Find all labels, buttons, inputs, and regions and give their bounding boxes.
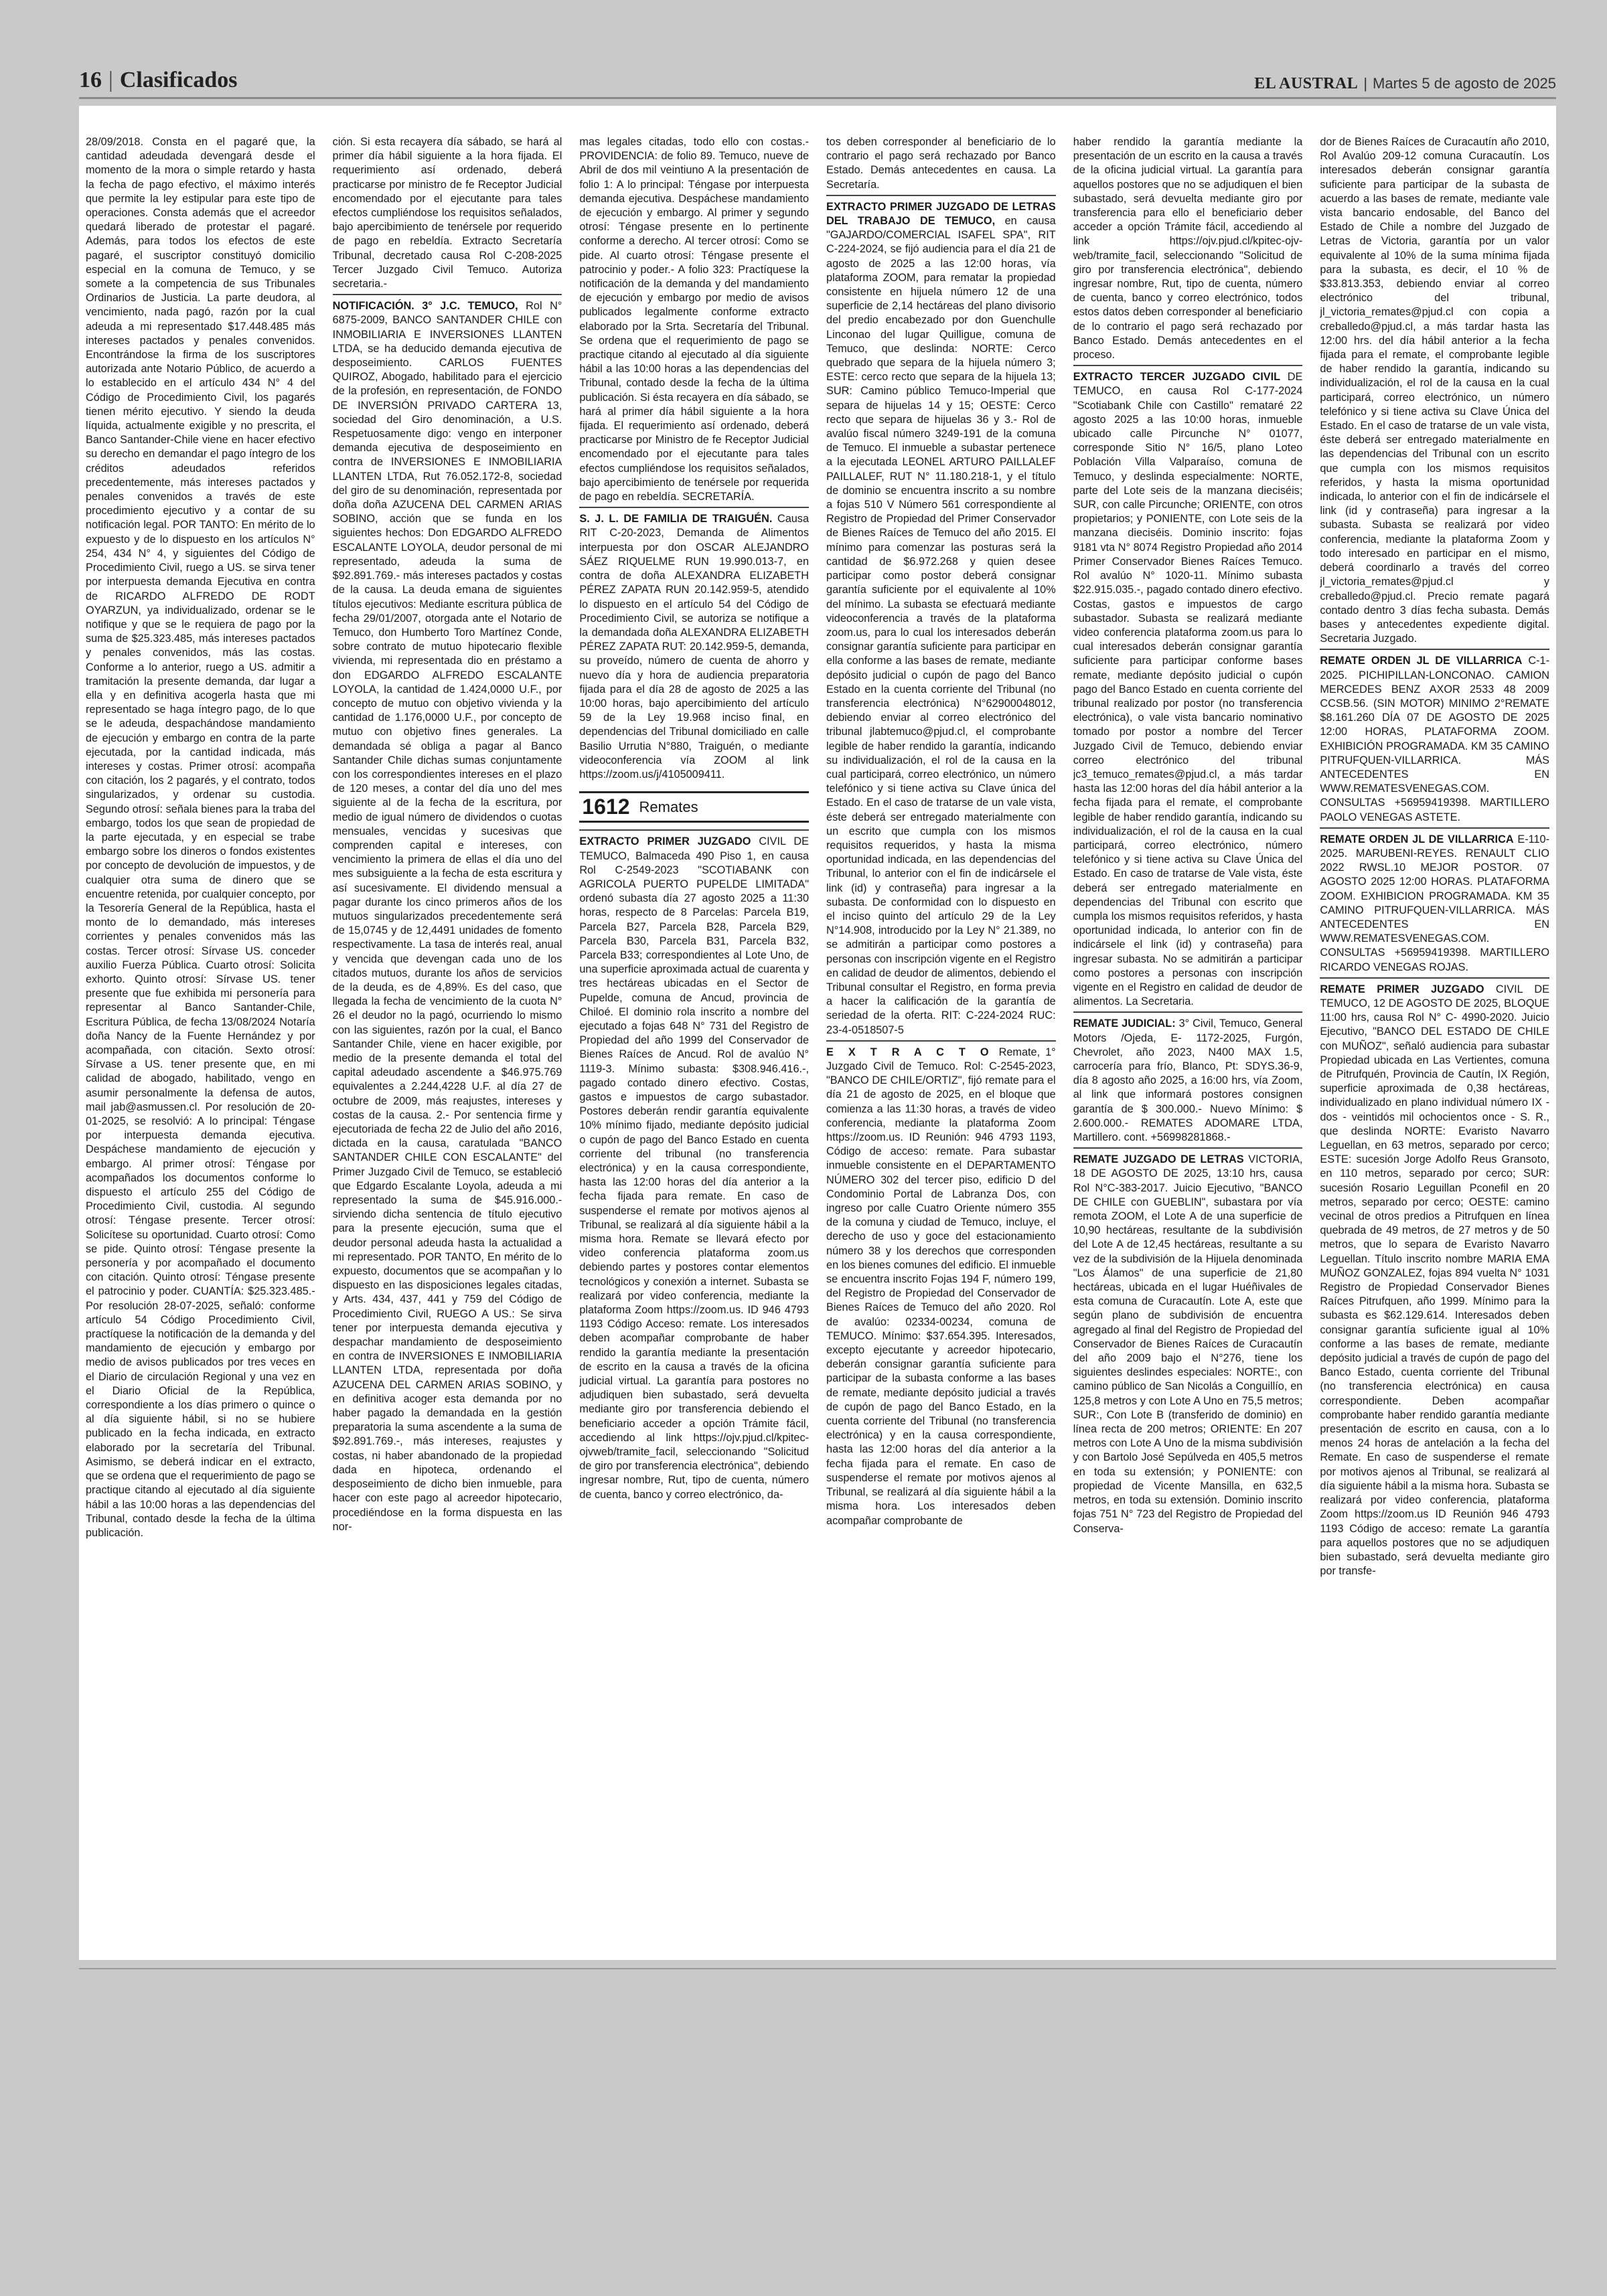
classified-ad — [1320, 827, 1549, 975]
column-5 — [1073, 135, 1303, 1929]
ad-body: C-1-2025. PICHIPILLAN-LONCONAO. CAMION MERCEDES BENZ AXOR 2533 48 2009 CCSB.56. (SIN MOTOR) MINIMO 2°REMATE $8.161.260 DÍA 07 DE AGOSTO DE 2025 12:00 HORAS, PLATAFORMA ZOOM. EXHIBICIÓN PROGRAMADA. KM 35 CAMINO PITRUFQUEN-VILLARRICA. MÁS ANTECEDENTES EN WWW.REMATESVENEGAS.COM. CONSULTAS +56959419398. MARTILLERO PAOLO VENEGAS ASTETE. — [1320, 655, 1550, 823]
ad-heading: REMATE ORDEN JL DE VILLARRICA — [1320, 655, 1523, 667]
ad-body: E-110-2025. MARUBENI-REYES. RENAULT CLIO 2022 RWSL.10 MEJOR POSTOR. 07 AGOSTO 2025 12:00 HORAS. PLATAFORMA ZOOM. EXHIBICION PROGRAMADA. KM 35 CAMINO PITRUFQUEN-VILLARRICA. MÁS ANTECEDENTES EN WWW.REMATESVENEGAS.COM. CONSULTAS +56959419398. MARTILLERO RICARDO VENEGAS ROJAS. — [1320, 833, 1550, 973]
bottom-rule — [79, 1968, 1556, 1969]
ad-heading: E X T R A C T O — [826, 1046, 994, 1058]
ad-body: haber rendido la garantía mediante la presentación de un escrito en la causa a través de la oficina judicial virtual. La garantía para aquellos postores que no se adjudiquen el bien subastado, será devuelta mediante giro por transferencia para ello el beneficiario deber acceder a opción Trámite fácil, accediendo al link https://ojv.pjud.cl/kpitec-ojv-web/tramite_facil, seleccionando "Solicitud de giro por transferencia electrónica", debiendo ingresar nombre, Rut, tipo de cuenta, número de cuenta, banco y correo electrónico, todos estos datos deben corresponder al beneficiario de lo contrario el pago será rechazado por Banco Estado. Demás antecedentes en el proceso. — [1073, 136, 1303, 361]
ad-heading: REMATE ORDEN JL DE VILLARRICA — [1320, 833, 1514, 845]
classifieds-page — [79, 106, 1556, 1960]
columns-container — [86, 135, 1549, 1929]
ad-heading: EXTRACTO TERCER JUZGADO CIVIL — [1073, 371, 1281, 384]
ad-body: dor de Bienes Raíces de Curacautín año 2010, Rol Avalúo 209-12 comuna Curacautín. Los interesados deberán consignar garantía suficiente para participar de la subasta de acuerdo a las bases de remate, mediante vale vista bancario endosable, del Banco del Estado de Chile a nombre del Juzgado de Letras de Victoria, garantía por un valor equivalente al 10% de la suma mínima fijada para la subasta, es decir, el 10 % de $33.813.353, debiendo enviar al correo electrónico del tribunal, jl_victoria_remates@pjud.cl con copia a creballedo@pjud.cl, a más tardar hasta las 12:00 hrs. del día hábil anterior a la fecha fijada para el remate, el comprobante legible de haber rendido la garantía, indicando su individualización, el rol de la causa en la cual participará, correo electrónico, un número telefónico y si tiene activa su Clave Única del Estado. En el caso de tratarse de un vale vista, éste deberá ser entregado materialmente en las dependencias del Tribunal con un escrito que cumpla con los mismos requisitos referidos, y hasta la misma oportunidad indicada, lo anterior con el fin de indicársele el link (id y contraseña) para ingresar a la subasta. Subasta se realizará por video conferencia, mediante la plataforma Zoom y todo interesado en participar en el mismo, deberá coordinarlo a través del correo jl_victoria_remates@pjud.cl y creballedo@pjud.cl. Precio remate pagará contado dentro 3 días fecha subasta. Demás bases y antecedentes expediente digital. Secretaria Juzgado. — [1320, 136, 1550, 645]
ad-body: CIVIL DE TEMUCO, Balmaceda 490 Piso 1, en causa Rol C-2549-2023 "SCOTIABANK con AGRICOLA PUERTO PUPELDE LIMITADA" ordenó subasta día 27 agosto 2025 a 11:30 horas, respecto de 8 Parcelas: Parcela B19, Parcela B27, Parcela B28, Parcela B29, Parcela B30, Parcela B31, Parcela B32, Parcela B33; correspondientes al Lote Uno, de una superficie aproximada actual de cuarenta y tres hectáreas ubicadas en el Sector de Pupelde, comuna de Ancud, provincia de Chiloé. El dominio rola inscrito a nombre del ejecutado a fojas 648 N° 731 del Registro de Propiedad del año 1999 del Conservador de Bienes Raíces de Ancud. Rol de avalúo N° 1119-3. Mínimo subasta: $308.946.416.-, pagado contado dinero efectivo. Costas, gastos e impuestos de cargo subastador. Postores deberán rendir garantía equivalente 10% mínimo fijado, mediante depósito judicial o cupón de pago del Banco Estado en cuenta corriente del tribunal (no transferencia electrónica) y en la causa correspondiente, hasta las 12:00 horas del día anterior a la fecha fijada para remate. En caso de suspenderse el remate por motivos ajenos al Tribunal, se realizará al día siguiente hábil a la misma hora. Remate se llevará efecto por video conferencia plataforma zoom.us debiendo partes y postores contar elementos tecnológicos y conexión a internet. Subasta se realizará por video conferencia, mediante la plataforma Zoom https://zoom.us. ID 946 4793 1193 Código Acceso: remate. Los interesados deben acompañar comprobante de haber rendido la garantía mediante la presentación de escrito en la causa a través de la oficina judicial virtual. La garantía para postores no adjudiquen bien subastado, será devuelta mediante giro por transferencia debiendo el beneficiario acceder a opción Trámite fácil, accediendo al link https://ojv.pjud.cl/kpitec-ojvweb/tramite_facil, seleccionando "Solicitud de giro por transferencia electrónica", debiendo ingresar nombre, Rut, tipo de cuenta, número de cuenta, banco y correo electrónico, da- — [579, 835, 810, 1501]
classified-ad — [1073, 135, 1303, 362]
ad-heading: EXTRACTO PRIMER JUZGADO DE LETRAS DEL TRABAJO DE TEMUCO, — [826, 200, 1056, 228]
ad-body: Remate, 1° Juzgado Civil de Temuco. Rol: C-2545-2023, "BANCO DE CHILE/ORTIZ", fijó remate para el día 21 de agosto de 2025, en el bloque que comienza a las 11:30 horas, a través de video conferencia, mediante la plataforma Zoom https://zoom.us. ID Reunión: 946 4793 1193, Código de acceso: remate. Para subastar inmueble consistente en el DEPARTAMENTO NÚMERO 302 del tercer piso, edificio D del Condominio Portal de Labranza Dos, con ingreso por calle Cuatro Oriente número 355 de la comuna y ciudad de Temuco, incluye, el derecho de uso y goce del estacionamiento número 38 y los derechos que corresponden en los bienes comunes del edificio. El inmueble se encuentra inscrito Fojas 194 F, número 199, del Registro de Propiedad del Conservador de Bienes Raíces de Temuco del año 2020. Rol de avalúo: 02334-00234, comuna de TEMUCO. Mínimo: $37.654.395. Interesados, excepto ejecutante y acreedor hipotecario, deberán consignar garantía suficiente para participar de la subasta conforme a las bases de remate, mediante depósito judicial a través de cupón de pago del Banco Estado, en la cuenta corriente del Tribunal (no transferencia electrónica) y en la causa correspondiente, hasta las 12:00 horas del día anterior a la fecha fijada para el remate. En caso de suspenderse el remate por motivos ajenos al Tribunal, se realizará al día siguiente hábil a la misma hora. Los interesados deben acompañar comprobante de — [826, 1046, 1056, 1527]
ad-body: CIVIL DE TEMUCO, 12 DE AGOSTO DE 2025, BLOQUE 11:00 hrs, causa Rol N° C- 4990-2020. Juicio Ejecutivo, "BANCO DEL ESTADO DE CHILE con MUÑOZ", señaló audiencia para subastar Propiedad ubicada en Las Vertientes, comuna de Pitrufquén, Provincia de Cautín, IX Región, superficie aproximada de 0,38 hectáreas, individualizado en plano individual número IX - dos - veintidós mil ochocientos once - S. R., que deslinda NORTE: Evaristo Navarro Leguellan, en 63 metros, separado por cerco; ESTE: sucesión Jorge Adolfo Reus Gransoto, en 110 metros, separado por cerco; SUR: sucesión Rosario Leguillan Pconefil en 20 metros, separado por cerco; OESTE: camino vecinal de otros predios a Pitrufquen en línea quebrada de 49 metros, de 27 metros y de 50 metros, que lo separa de Evaristo Navarro Leguellan. Título inscrito nombre MARIA EMA MUÑOZ GONZALEZ, fojas 894 vuelta N° 1031 Registro de Propiedad Conservador Bienes Raíces Pitrufquen, año 1999. Mínimo para la subasta es $62.129.614. Interesados deben consignar garantía suficiente igual al 10% conforme a las bases de remate, mediante depósito judicial a través de cupón de pago del Banco Estado, cuenta corriente del Tribunal (no transferencia electrónica) en causa correspondiente. Deben acompañar comprobante haber rendido garantía mediante presentación de escrito en causa, con a lo menos 24 horas de antelación a la fecha del Remate. En caso de suspenderse el remate por motivos ajenos al Tribunal, se realizará al día siguiente hábil a la misma hora. Subasta se realizará por video conferencia, plataforma Zoom https://zoom.us ID Reunión 946 4793 1193 Código de acceso: remate La garantía para aquellos postores que no se adjudiquen bien subastado, será devuelta mediante giro por transfe- — [1320, 983, 1550, 1578]
ad-heading: EXTRACTO PRIMER JUZGADO — [579, 835, 751, 848]
column-6 — [1320, 135, 1549, 1929]
rubric-number: 1612 — [582, 795, 630, 819]
classified-ad — [1073, 1011, 1303, 1145]
classified-ad — [1320, 649, 1549, 824]
classified-ad — [826, 195, 1056, 1038]
ad-body: 3° Civil, Temuco, General Motors /Ojeda, E- 1172-2025, Furgón, Chevrolet, año 2023, N400 MAX 1.5, carrocería para frío, Blanco, Pt: SDYS.36-9, día 8 agosto año 2025, a 16:00 hrs, vía Zoom, al link que informará postores consignen garantía de $ 300.000.- Nuevo Mínimo: $ 2.600.000.- REMATES ADOMARE LTDA, Martillero. cont. +56998281868.- — [1073, 1017, 1303, 1144]
ad-body: mas legales citadas, todo ello con costas.- PROVIDENCIA: de folio 89. Temuco, nueve de Abril de dos mil veintiuno A la presentación de folio 1: A lo principal: Téngase por interpuesta demanda ejecutiva. Despáchese mandamiento de ejecución y embargo. Al primer y segundo otrosí: Téngase presente en lo pertinente conforme a derecho. Al tercer otrosí: Como se pide. Al cuarto otrosí: Téngase presente el patrocinio y poder.- A folio 323: Practíquese la notificación de la demanda y del mandamiento de ejecución y embargo por medio de avisos publicados legalmente conforme extracto elaborado por la Srta. Secretaría del Tribunal. Se ordena que el requerimiento de pago se practique citando al ejecutado al día siguiente hábil a las 10:00 horas a las dependencias del Tribunal, contado desde la fecha de la última publicación. Si ésta recayera en día sábado, se hará al primer día hábil siguiente a la hora fijada. El requerimiento así ordenado, deberá practicarse por Ministro de fe Receptor Judicial encomendado por el ejecutante para tales efectos cumpliéndose los requisitos señalados, bajo apercibimiento de tenérsele por requerida de pago en rebeldía. SECRETARÍA. — [579, 136, 810, 503]
classified-ad — [579, 135, 809, 504]
column-3 — [579, 135, 809, 1929]
ad-body: Rol N° 6875-2009, BANCO SANTANDER CHILE con INMOBILIARIA E INVERSIONES LLANTEN LTDA, se ha deducido demanda ejecutiva de desposeimiento. CARLOS FUENTES QUIROZ, Abogado, habilitado para el ejercicio de la profesión, en representación, de FONDO DE INVERSIÓN PRIVADO CARTERA 13, sociedad del Giro denominación, a U.S. Respetuosamente digo: vengo en interponer demanda ejecutiva de desposeimiento en contra de INVERSIONES E INMOBILIARIA LLANTEN LTDA, Rut 76.052.172-8, sociedad del giro de su denominación, representada por doña doña AZUCENA DEL CARMEN ARIAS SOBINO, acción que se funda en los siguientes hechos: Don EDGARDO ALFREDO ESCALANTE LOYOLA, deudor personal de mi representado, adeuda la suma de $92.891.769.- más intereses pactados y costas de la causa. La deuda emana de siguientes títulos ejecutivos: Mediante escritura pública de fecha 29/01/2007, otorgada ante el Notario de Temuco, don Humberto Toro Martínez Conde, sobre contrato de mutuo hipotecario flexible vivienda, mi representada dio en préstamo a don EDGARDO ALFREDO ESCALANTE LOYOLA, la cantidad de 1.424,0000 U.F., por concepto de mutuo con objetivo vivienda y la cantidad de 1.176,0000 U.F., por concepto de mutuo con objetivo fines generales. La demandada sé obliga a pagar al Banco Santander Chile dichas sumas conjuntamente con los correspondientes intereses en el plazo de 120 meses, a contar del día uno del mes siguiente al de la fecha de la escritura, por medio de igual número de dividendos o cuotas mensuales, vencidas y sucesivas que comprenden capital e intereses, con vencimiento la primera de ellas el día uno del mes subsiguiente a la fecha de esta escritura y así sucesivamente. El dividendo mensual a pagar durante los cinco primeros años de los mutuos singularizados precedentemente será de 15,0745 y de 12,4491 unidades de fomento respectivamente. La tasa de interés real, anual y vencida que devengan cada uno de los citados mutuos, durante los años de servicios de la deuda, es de 4,89%. Es del caso, que llegada la fecha de vencimiento de la cuota N° 26 el deudor no la pagó, ocurriendo lo mismo con las siguientes, razón por la cual, el Banco Santander Chile, viene en hacer exigible, por medio de la presente demanda el total del capital adeudado ascendente a $46.975.769 equivalentes a 2.244,4228 U.F. al día 27 de octubre de 2009, más reajustes, intereses y costas de la causa. 2.- Por sentencia firme y ejecutoriada de fecha 22 de Julio del año 2016, dictada en la causa, caratulada "BANCO SANTANDER CHILE CON ESCALANTE" del Primer Juzgado Civil de Temuco, se estableció que Edgardo Escalante Loyola, adeuda a mi representado la suma de $45.916.000.- sirviendo dicha sentencia de título ejecutivo para la presente ejecución, suma que el deudor personal adeuda hasta la actualidad a mi representado. POR TANTO, En mérito de lo expuesto, documentos que se acompañan y lo dispuesto en las disposiciones legales citadas, y Arts. 434, 437, 441 y 759 del Código de Procedimiento Civil, RUEGO A US.: Se sirva tener por interpuesta demanda ejecutiva y despachar mandamiento de desposeimiento en contra de INVERSIONES E INMOBILIARIA LLANTEN LTDA, representada por doña AZUCENA DEL CARMEN ARIAS SOBINO, y en definitiva acoger esta demanda por no haber pagado la demandada en la gestión preparatoria la suma ascendente a la suma de $92.891.769.-, más intereses, reajustes y costas, ni haber abandonado de la propiedad dada en hipoteca, ordenando el desposeimiento de dicho bien inmueble, para hacer con este pago al acreedor hipotecario, procediéndose en la forma dispuesta en las nor- — [332, 300, 562, 1533]
classified-ad — [579, 829, 809, 1502]
header-separator-2: | — [1363, 75, 1368, 92]
rubric-label: Remates — [639, 799, 698, 816]
classified-ad — [333, 294, 562, 1534]
classified-ad — [826, 1040, 1056, 1528]
column-4 — [826, 135, 1056, 1929]
issue-date: Martes 5 de agosto de 2025 — [1373, 75, 1556, 92]
ad-body: DE TEMUCO, en causa Rol C-177-2024 "Scotiabank Chile con Castillo" remataré 22 agosto 2025 a las 10:00 horas, inmueble ubicado calle Pircunche N° 01077, corresponde Sitio N° 16/5, plano Loteo Población Villa Valparaíso, comuna de Temuco, y deslinda especialmente: NORTE, parte del Lote seis de la manzana dieciséis; SUR, con calle Pircunche; ORIENTE, con otros propietarios; y PONIENTE, con Lote seis de la manzana dieciséis. Dominio inscrito: fojas 9181 vta N° 8074 Registro Propiedad año 2014 Primer Conservador Bienes Raíces Temuco. Rol avalúo N° 1020-11. Mínimo subasta $22.915.035.-, pagado contado dinero efectivo. Costas, gastos e impuestos de cargo subastador. Subasta se realizará mediante video conferencia plataforma zoom.us para lo cual interesados deberán consignar garantía suficiente para participar conforme bases remate, mediante depósito judicial o cupón pago del Banco Estado en cuenta corriente del tribunal realizado por postor (no transferencia electrónica), o vale vista bancario nominativo tomado por postor a nombre del Tercer Juzgado Civil de Temuco, debiendo enviar correo electrónico del tribunal jc3_temuco_remates@pjud.cl, a más tardar hasta las 12:00 horas del día hábil anterior a la fecha fijada para el remate, el comprobante legible de haber rendido garantía, indicando su individualización, el rol de la causa en la cual participará, correo electrónico, número telefónico y si tiene activa su Clave Única del Estado. En caso de tratarse de Vale vista, éste deberá ser entregado materialmente en dependencias del Tribunal con escrito que cumpla los mismos requisitos referidos, y hasta oportunidad indicada, lo anterior con fin de indicársele el link (id) y contraseña) para ingresar subasta. No se admitirán a participar como postores a personas con inscripción vigente en el Registro en calidad de deudor de alimentos. La Secretaria. — [1073, 371, 1303, 1008]
classified-ad — [333, 135, 562, 291]
ad-heading: NOTIFICACIÓN. 3° J.C. TEMUCO, — [332, 300, 518, 313]
ad-body: en causa "GAJARDO/COMERCIAL ISAFEL SPA", RIT C-224-2024, se fijó audiencia para el día 21 de agosto de 2025 a las 12:00 horas, vía plataforma ZOOM, para rematar la propiedad consistente en hijuela número 12 de una superficie de 2,14 hectáreas del plano divisorio del predio encabezado por don Guenchulle Linconao del lugar Quilligue, comuna de Temuco, que deslinda: NORTE: Cerco quebrado que separa de la hijuela número 3; ESTE: cerco recto que separa de la hijuela 13; SUR: Camino público Temuco-Imperial que separa de hijuelas 14 y 15; OESTE: Cerco recto que separa de hijuelas 36 y 3.- Rol de avalúo fiscal número 3249-191 de la comuna de Temuco. El inmueble a subastar pertenece a la ejecutada LEONEL ARTURO PAILLALEF PAILLALEF, RUT N° 11.180.218-1, y el título de dominio se encuentra inscrito a su nombre a fojas 510 V Número 561 correspondiente al Registro de Propiedad del Primer Conservador de Bienes Raíces de Temuco del año 2015. El mínimo para comenzar las posturas será la cantidad de $6.972.268 y quien desee participar como postor deberá consignar garantía suficiente por el equivalente al 10% del mínimo. La subasta se efectuará mediante videoconferencia a través de la plataforma zoom.us, para lo cual los interesados deberán consignar garantía suficiente para participar en ella conforme a las bases de remate, mediante depósito judicial o cupón de pago del Banco Estado en la cuenta corriente del Tribunal (no transferencia electrónica) N°62900048012, debiendo enviar al correo electrónico del tribunal jlabtemuco@pjud.cl, el comprobante legible de haber rendido la garantía, indicando su individualización, el rol de la causa en la cual participará, correo electrónico, un número telefónico y si tiene activa su Clave única del Estado. En el caso de tratarse de un vale vista, éste deberá ser entregado materialmente con un escrito que cumpla con los mismos requisitos requeridos, y hasta la misma oportunidad indicada, en las dependencias del Tribunal, lo anterior con el fin de indicársele el link (id) y contraseña) para ingresar a la subasta. De conformidad con lo dispuesto en el inciso quinto del artículo 29 de la Ley N°14.908, introducido por la Ley N° 21.389, no se admitirán a participar como postores a personas con inscripción vigente en el Registro en calidad de deudor de alimentos, debiendo el Tribunal consultar el Registro, en forma previa a hacer la calificación de la garantía de seriedad de la oferta. RIT: C-224-2024 RUC: 23-4-0518507-5 — [826, 215, 1056, 1036]
page-header-right — [1254, 75, 1556, 93]
ad-heading: REMATE JUZGADO DE LETRAS — [1073, 1153, 1244, 1166]
classified-ad — [826, 135, 1056, 192]
newspaper-brand: EL AUSTRAL — [1254, 75, 1359, 92]
ad-heading: REMATE JUDICIAL: — [1073, 1017, 1176, 1030]
classified-ad — [579, 507, 809, 782]
ad-body: 28/09/2018. Consta en el pagaré que, la cantidad adeudada devengará desde el momento de la mora o simple retardo y hasta la fecha de pago efectivo, el máximo interés que permite la ley estipular para este tipo de operaciones. Consta además que el acreedor quedará liberado de protestar el pagaré. Además, para todos los efectos de este pagaré, el suscriptor constituyó domicilio especial en la comuna de Temuco, y se somete a la competencia de sus Tribunales Ordinarios de Justicia. La parte deudora, al vencimiento, nada pagó, razón por la cual adeuda a mi representado $17.448.485 más intereses pactados y penales convenidos. Encontrándose la firma de los suscriptores autorizada ante Notario Público, de acuerdo a lo establecido en el artículo 434 N° 4 del Código de Procedimiento Civil, los pagarés tienen mérito ejecutivo. Y siendo la deuda líquida, actualmente exigible y no prescrita, el Banco Santander-Chile viene en hacer efectivo su derecho en demandar el pago íntegro de los créditos adeudados referidos precedentemente, más intereses pactados y penales convenidos a través de este procedimiento ejecutivo y a contar de su notificación legal. POR TANTO: En mérito de lo expuesto y de lo dispuesto en los artículos N° 254, 434 N° 4, y siguientes del Código de Procedimiento Civil, ruego a US. se sirva tener por interpuesta demanda Ejecutiva en contra de RICARDO ALFREDO DE RODT OYARZUN, ya individualizado, ordenar se le notifique y que se le requiera de pago por la suma de $25.323.485, más intereses pactados y penales convenidos, más las costas. Conforme a lo anterior, ruego a US. admitir a tramitación la presente demanda, dar lugar a ella y en definitiva acogerla hasta que mi representado se haga íntegro pago, de lo que se le adeuda, despachándose mandamiento de ejecución y embargo en contra de la parte ejecutada, por la cantidad indicada, más intereses y costas. Primer otrosí: acompaña con citación, los 2 pagarés, y el contrato, todos singularizados, y ordenar su custodia. Segundo otrosí: señala bienes para la traba del embargo, todos los que sean de propiedad de la parte ejecutada, y en especial se trabe embargo sobre los dineros o fondos existentes por concepto de devolución de impuestos, y de cualquier otra suma de dinero que se encuentre retenida, por cualquier concepto, por la Tesorería General de la República, hasta el monto de lo demandado, más intereses corrientes y penales convenidos más las costas. Tercer otrosí: Sírvase US. conceder auxilio Fuerza Pública. Cuarto otrosí: Solicita exhorto. Quinto otrosí: Sírvase US. tener presente que fue exhibida mi personería para representar al Banco Santander-Chile, Escritura Pública, de fecha 13/08/2024 Notaría doña Nancy de la Fuente Hernández y por acompañada, con citación. Sexto otrosí: Sírvase a US. tener presente que, en mi calidad de abogado, habilitado, vengo en asumir personalmente la defensa de autos, mail jab@asmussen.cl. Por resolución de 20-01-2025, se resolvió: A lo principal: Téngase por interpuesta demanda ejecutiva. Despáchese mandamiento de ejecución y embargo. Al primer otrosí: Téngase por acompañados los documentos conforme lo dispuesto el artículo 255 del Código de Procedimiento Civil, custodia. Al segundo otrosí: Téngase presente. Tercer otrosí: Solicítese su oportunidad. Cuarto otrosí: Como se pide. Quinto otrosí: Téngase presente la personería y por acompañado el documento con citación. Quinto otrosí: Téngase presente el patrocinio y poder. CUANTÍA: $25.323.485.- Por resolución 28-07-2025, señaló: conforme artículo 54 Código Procedimiento Civil, practíquese la notificación de la demanda y del mandamiento de ejecución y embargo por medio de avisos publicados por tres veces en el Diario de circulación Regional y una vez en el Diario Oficial de la República, correspondiente a los días primero o quince o al día siguiente hábil, si no se hubiere publicado en la fecha indicada, en extracto elaborado por la secretaría del Tribunal. Asimismo, se deberá indicar en el extracto, que se ordena que el requerimiento de pago se practique citando al ejecutado al día siguiente hábil a las 10:00 horas a las dependencias del Tribunal, contado desde la fecha de la última publicación. — [86, 136, 315, 1539]
classified-ad — [1073, 1147, 1303, 1536]
column-1 — [86, 135, 315, 1929]
category-rubric — [579, 791, 809, 823]
column-2 — [333, 135, 562, 1929]
page-header — [79, 62, 1556, 99]
ad-body: tos deben corresponder al beneficiario de lo contrario el pago será rechazado por Banco Estado. Demás antecedentes en causa. La Secretaría. — [826, 136, 1056, 191]
classified-ad — [1073, 365, 1303, 1009]
ad-heading: REMATE PRIMER JUZGADO — [1320, 983, 1484, 995]
ad-body: ción. Si esta recayera día sábado, se hará al primer día hábil siguiente a la hora fijada. El requerimiento así ordenado, deberá practicarse por ministro de fe Receptor Judicial encomendado por el ejecutante para tales efectos cumpliéndose los requisitos señalados, bajo apercibimiento de tenérsele por requerido de pago en rebeldía. Extracto Secretaría Tribunal, decretado causa Rol C-208-2025 Tercer Juzgado Civil Temuco. Autoriza secretaria.- — [332, 136, 562, 291]
page-header-left — [79, 68, 238, 93]
classified-ad — [86, 135, 315, 1540]
ad-heading: S. J. L. DE FAMILIA DE TRAIGUÉN. — [579, 513, 773, 525]
header-separator: | — [108, 68, 113, 92]
ad-body: VICTORIA, 18 DE AGOSTO DE 2025, 13:10 hrs, causa Rol N°C-383-2017. Juicio Ejecutivo, "BANCO DE CHILE con GUEBLIN", subastara por vía remota ZOOM, el Lote A de una superficie de 10,90 hectáreas, resultante de la subdivisión del Lote A de 12,45 hectáreas, resultante a su vez de la subdivisión de la Hijuela denominada "Los Álamos" de una superficie de 21,80 hectáreas, ubicada en el lugar Huéñivales de esta comuna de Curacautín. Lote A, este que según plano de subdivisión de encuentra agregado al final del Registro de Propiedad del Conservador de Bienes Raíces de Curacautín del año 2009 bajo el N°276, tiene los siguientes deslindes especiales: NORTE:, con camino público de San Nicolás a Conguillío, en 125,8 metros y con Lote A Uno en 75,5 metros; SUR:, Con Lote B (transferido de dominio) en línea recta de 200 metros; ORIENTE: En 207 metros con Lote A Uno de la misma subdivisión y con Bartolo José Sepúlveda en 405,5 metros en toda su extensión; y PONIENTE: con propiedad de Vicente Mansilla, en 632,5 metros, en toda su extensión. Dominio inscrito fojas 751 N° 723 del Registro de Propiedad del Conserva- — [1073, 1153, 1303, 1535]
classified-ad — [1320, 977, 1549, 1579]
section-title: Clasificados — [119, 68, 238, 92]
ad-body: Causa RIT C-20-2023, Demanda de Alimentos interpuesta por don OSCAR ALEJANDRO SÁEZ RIQUELME RUN 19.990.013-7, en contra de doña ALEXANDRA ELIZABETH PÉREZ ZAPATA RUN 20.142.959-5, atendido lo dispuesto en el artículo 54 del Código de Procedimiento Civil, se autoriza se notifique a la demandada doña ALEXANDRA ELIZABETH PÉREZ ZAPATA RUT: 20.142.959-5, demanda, su proveído, número de cuenta de ahorro y nuevo día y hora de audiencia preparatoria fijada para el día 28 de agosto de 2025 a las 10:00 horas, bajo apercibimiento del artículo 59 de la Ley 19.968 inciso final, en dependencias del Tribunal domiciliado en calle Basilio Urrutia N°880, Traiguén, o mediante videoconferencia vía ZOOM al link https://zoom.us/j/4105009411. — [579, 513, 810, 781]
classified-ad — [1320, 135, 1549, 646]
page-number: 16 — [79, 68, 102, 92]
